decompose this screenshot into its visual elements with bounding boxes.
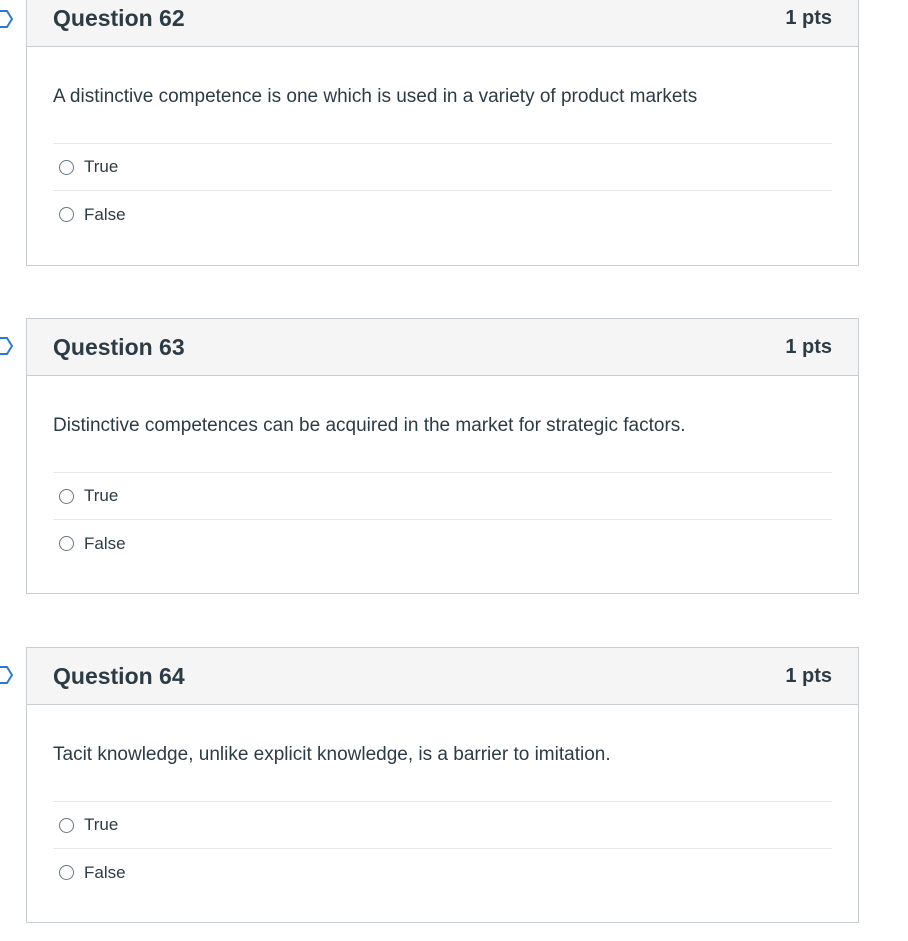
flag-question-icon[interactable] [0, 10, 13, 28]
radio-button-icon[interactable] [59, 160, 74, 175]
answer-label: False [84, 204, 126, 224]
radio-button-icon[interactable] [59, 489, 74, 504]
question-title: Question 64 [53, 662, 185, 689]
flag-question-icon[interactable] [0, 337, 13, 355]
answer-option-false[interactable] [53, 191, 832, 238]
question-header [27, 0, 858, 47]
answer-option-true[interactable] [53, 802, 832, 849]
answer-list [53, 472, 832, 567]
answer-list [53, 143, 832, 238]
question-body [27, 47, 858, 238]
answer-label: True [84, 486, 119, 505]
question-text: A distinctive competence is one which is used in a variety of product markets [53, 86, 698, 107]
answer-label: True [84, 157, 119, 176]
question-text: Tacit knowledge, unlike explicit knowledge, is a barrier to imitation. [53, 744, 611, 765]
radio-button-icon[interactable] [59, 865, 74, 880]
question-points: 1 pts [785, 335, 832, 358]
flag-question-icon[interactable] [0, 666, 13, 684]
question-title: Question 62 [53, 4, 185, 31]
question-text: Distinctive competences can be acquired in the market for strategic factors. [53, 415, 686, 436]
radio-button-icon[interactable] [59, 207, 74, 222]
question-header [27, 319, 858, 376]
question-body [27, 705, 858, 896]
question-63 [26, 318, 859, 594]
radio-button-icon[interactable] [59, 818, 74, 833]
question-title: Question 63 [53, 333, 185, 360]
radio-button-icon[interactable] [59, 536, 74, 551]
question-points: 1 pts [785, 6, 832, 29]
question-body [27, 376, 858, 567]
answer-option-false[interactable] [53, 520, 832, 567]
question-62 [26, 0, 859, 266]
question-64 [26, 647, 859, 923]
question-header [27, 648, 858, 705]
answer-label: False [84, 533, 126, 553]
answer-option-false[interactable] [53, 849, 832, 896]
answer-option-true[interactable] [53, 144, 832, 191]
answer-label: False [84, 862, 126, 882]
answer-label: True [84, 815, 119, 834]
question-points: 1 pts [785, 664, 832, 687]
answer-option-true[interactable] [53, 473, 832, 520]
answer-list [53, 801, 832, 896]
